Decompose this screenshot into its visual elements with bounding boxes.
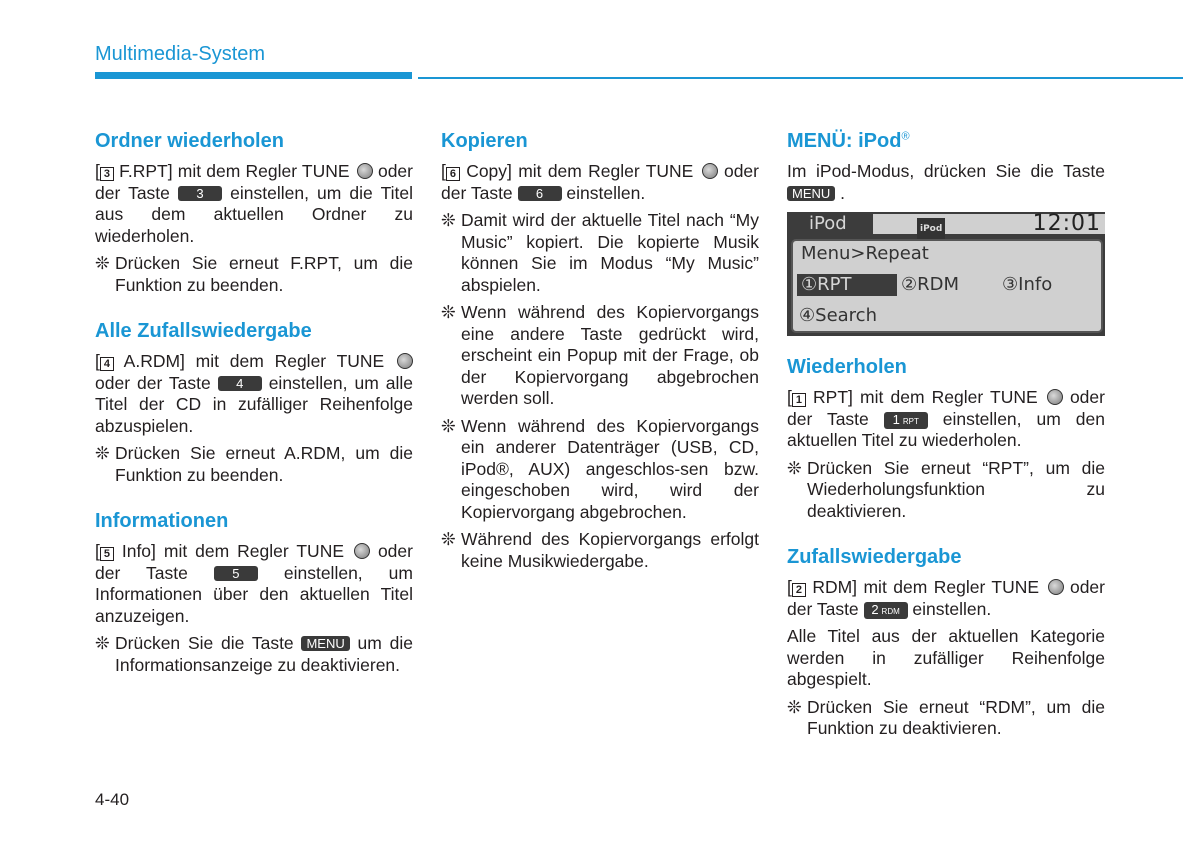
- note-mark-icon: ❊: [441, 415, 456, 436]
- section-zufallswiedergabe: [787, 544, 1105, 740]
- key-3-button: 3: [178, 186, 222, 201]
- key-4-button: 4: [218, 376, 262, 391]
- note-mark-icon: ❊: [787, 696, 802, 717]
- note-mark-icon: ❊: [441, 529, 456, 549]
- note-mark-icon: ❊: [95, 443, 110, 463]
- paragraph: Im iPod-Modus, drücken Sie die Taste MENU .: [787, 161, 1105, 203]
- number-1-icon: 1: [792, 393, 806, 407]
- tune-knob-icon: [1047, 389, 1063, 405]
- paragraph: [ 3 F.RPT] mit dem Regler TUNE oder der Taste 3 einstellen, um die Titel aus dem aktuellen Ordner zu wiederholen.: [95, 161, 413, 246]
- paragraph: [ 5 Info] mit dem Regler TUNE oder der Taste 5 einstellen, um Informationen über den aktuellen Titel anzuzeigen.: [95, 541, 413, 626]
- section-title: Informationen: [95, 510, 229, 532]
- tune-knob-icon: [397, 353, 413, 369]
- key-2-rdm-button: 2 RDM: [864, 602, 908, 619]
- note: ❊ Drücken Sie erneut “RDM”, um die Funktion zu deaktivieren.: [787, 696, 1105, 738]
- lcd-option-rpt: ①RPT: [797, 274, 897, 296]
- section-title: Kopieren: [441, 130, 528, 152]
- paragraph: Alle Titel aus der aktuellen Kategorie werden in zufälliger Reihenfolge abgespielt.: [787, 626, 1105, 689]
- tune-knob-icon: [354, 543, 370, 559]
- page-number: 4-40: [95, 790, 130, 809]
- paragraph: [ 4 A.RDM] mit dem Regler TUNE oder der Taste 4 einstellen, um alle Titel der CD in zufälliger Reihenfolge abzuspielen.: [95, 351, 413, 436]
- paragraph: [ 6 Copy] mit dem Regler TUNE oder der Taste 6 einstellen.: [441, 161, 759, 203]
- number-2-icon: 2: [792, 583, 806, 597]
- lcd-option-rdm: ②RDM: [901, 274, 960, 295]
- section-wiederholen: [787, 354, 1105, 522]
- note-mark-icon: ❊: [95, 633, 110, 653]
- lcd-screen: [787, 212, 1105, 336]
- lcd-menu-path: Menu>Repeat: [801, 243, 929, 264]
- section-title: Alle Zufallswiedergabe: [95, 320, 312, 342]
- lcd-menu-panel: [791, 239, 1103, 333]
- section-kopieren: [441, 128, 759, 572]
- key-6-button: 6: [518, 186, 562, 201]
- tune-knob-icon: [1048, 579, 1064, 595]
- tune-knob-icon: [702, 163, 718, 179]
- column-3: [787, 128, 1105, 762]
- column-2: [441, 128, 759, 594]
- section-menu-ipod: [787, 128, 1105, 204]
- note-mark-icon: ❊: [787, 457, 802, 478]
- note-mark-icon: ❊: [441, 302, 456, 322]
- lcd-mode-label: iPod: [787, 212, 873, 236]
- note: ❊ Drücken Sie erneut A.RDM, um die Funktion zu beenden.: [95, 443, 413, 485]
- lcd-option-info: ③Info: [1002, 274, 1053, 295]
- number-6-icon: 6: [446, 167, 460, 181]
- header-title: Multimedia-System: [95, 43, 266, 65]
- key-1-rpt-button: 1 RPT: [884, 412, 928, 429]
- note: ❊ Drücken Sie die Taste MENU um die Informationsanzeige zu deaktivieren.: [95, 633, 413, 675]
- menu-key-button: MENU: [301, 636, 349, 651]
- header-rule-thin: [418, 77, 1183, 79]
- note: ❊ Drücken Sie erneut “RPT”, um die Wiederholungsfunktion zu deaktivieren.: [787, 457, 1105, 521]
- key-5-button: 5: [214, 566, 258, 581]
- lcd-option-search: ④Search: [799, 305, 877, 326]
- note-mark-icon: ❊: [95, 253, 110, 273]
- number-4-icon: 4: [100, 357, 114, 371]
- section-title: Ordner wiederholen: [95, 130, 284, 152]
- section-ordner-wiederholen: [95, 128, 413, 296]
- note: ❊ Drücken Sie erneut F.RPT, um die Funktion zu beenden.: [95, 253, 413, 295]
- section-title: Zufallswiedergabe: [787, 546, 962, 568]
- paragraph: [ 2 RDM] mit dem Regler TUNE oder der Taste 2 RDM einstellen.: [787, 577, 1105, 619]
- paragraph: [ 1 RPT] mit dem Regler TUNE oder der Taste 1 RPT einstellen, um den aktuellen Titel zu wiederholen.: [787, 387, 1105, 450]
- section-informationen: [95, 508, 413, 676]
- menu-key-button: MENU: [787, 186, 835, 201]
- note-mark-icon: ❊: [441, 210, 456, 230]
- section-alle-zufallswiedergabe: [95, 318, 413, 486]
- note: ❊ Damit wird der aktuelle Titel nach “My Music” kopiert. Die kopierte Musik können Sie im Modus “My Music” abspielen.: [441, 210, 759, 295]
- ipod-badge: iPod: [917, 218, 945, 242]
- section-title: MENÜ: iPod®: [787, 130, 910, 152]
- note: ❊ Während des Kopiervorgangs erfolgt keine Musikwiedergabe.: [441, 529, 759, 571]
- section-title: Wiederholen: [787, 356, 907, 378]
- lcd-status-bar: [787, 212, 1105, 236]
- header-rule-thick: [95, 72, 412, 79]
- number-3-icon: 3: [100, 167, 114, 181]
- number-5-icon: 5: [100, 547, 114, 561]
- tune-knob-icon: [357, 163, 373, 179]
- column-1: [95, 128, 413, 698]
- note: ❊ Wenn während des Kopiervorgangs eine andere Taste gedrückt wird, erscheint ein Popup mit der Frage, ob der Kopiervorgang abgebrochen werden soll.: [441, 302, 759, 408]
- lcd-clock: 12:01: [1032, 211, 1101, 236]
- note: ❊ Wenn während des Kopiervorgangs ein anderer Datenträger (USB, CD, iPod®, AUX) angeschlos-sen bzw. eingeschoben wird, wird der Kopiervorgang abgebrochen.: [441, 415, 759, 522]
